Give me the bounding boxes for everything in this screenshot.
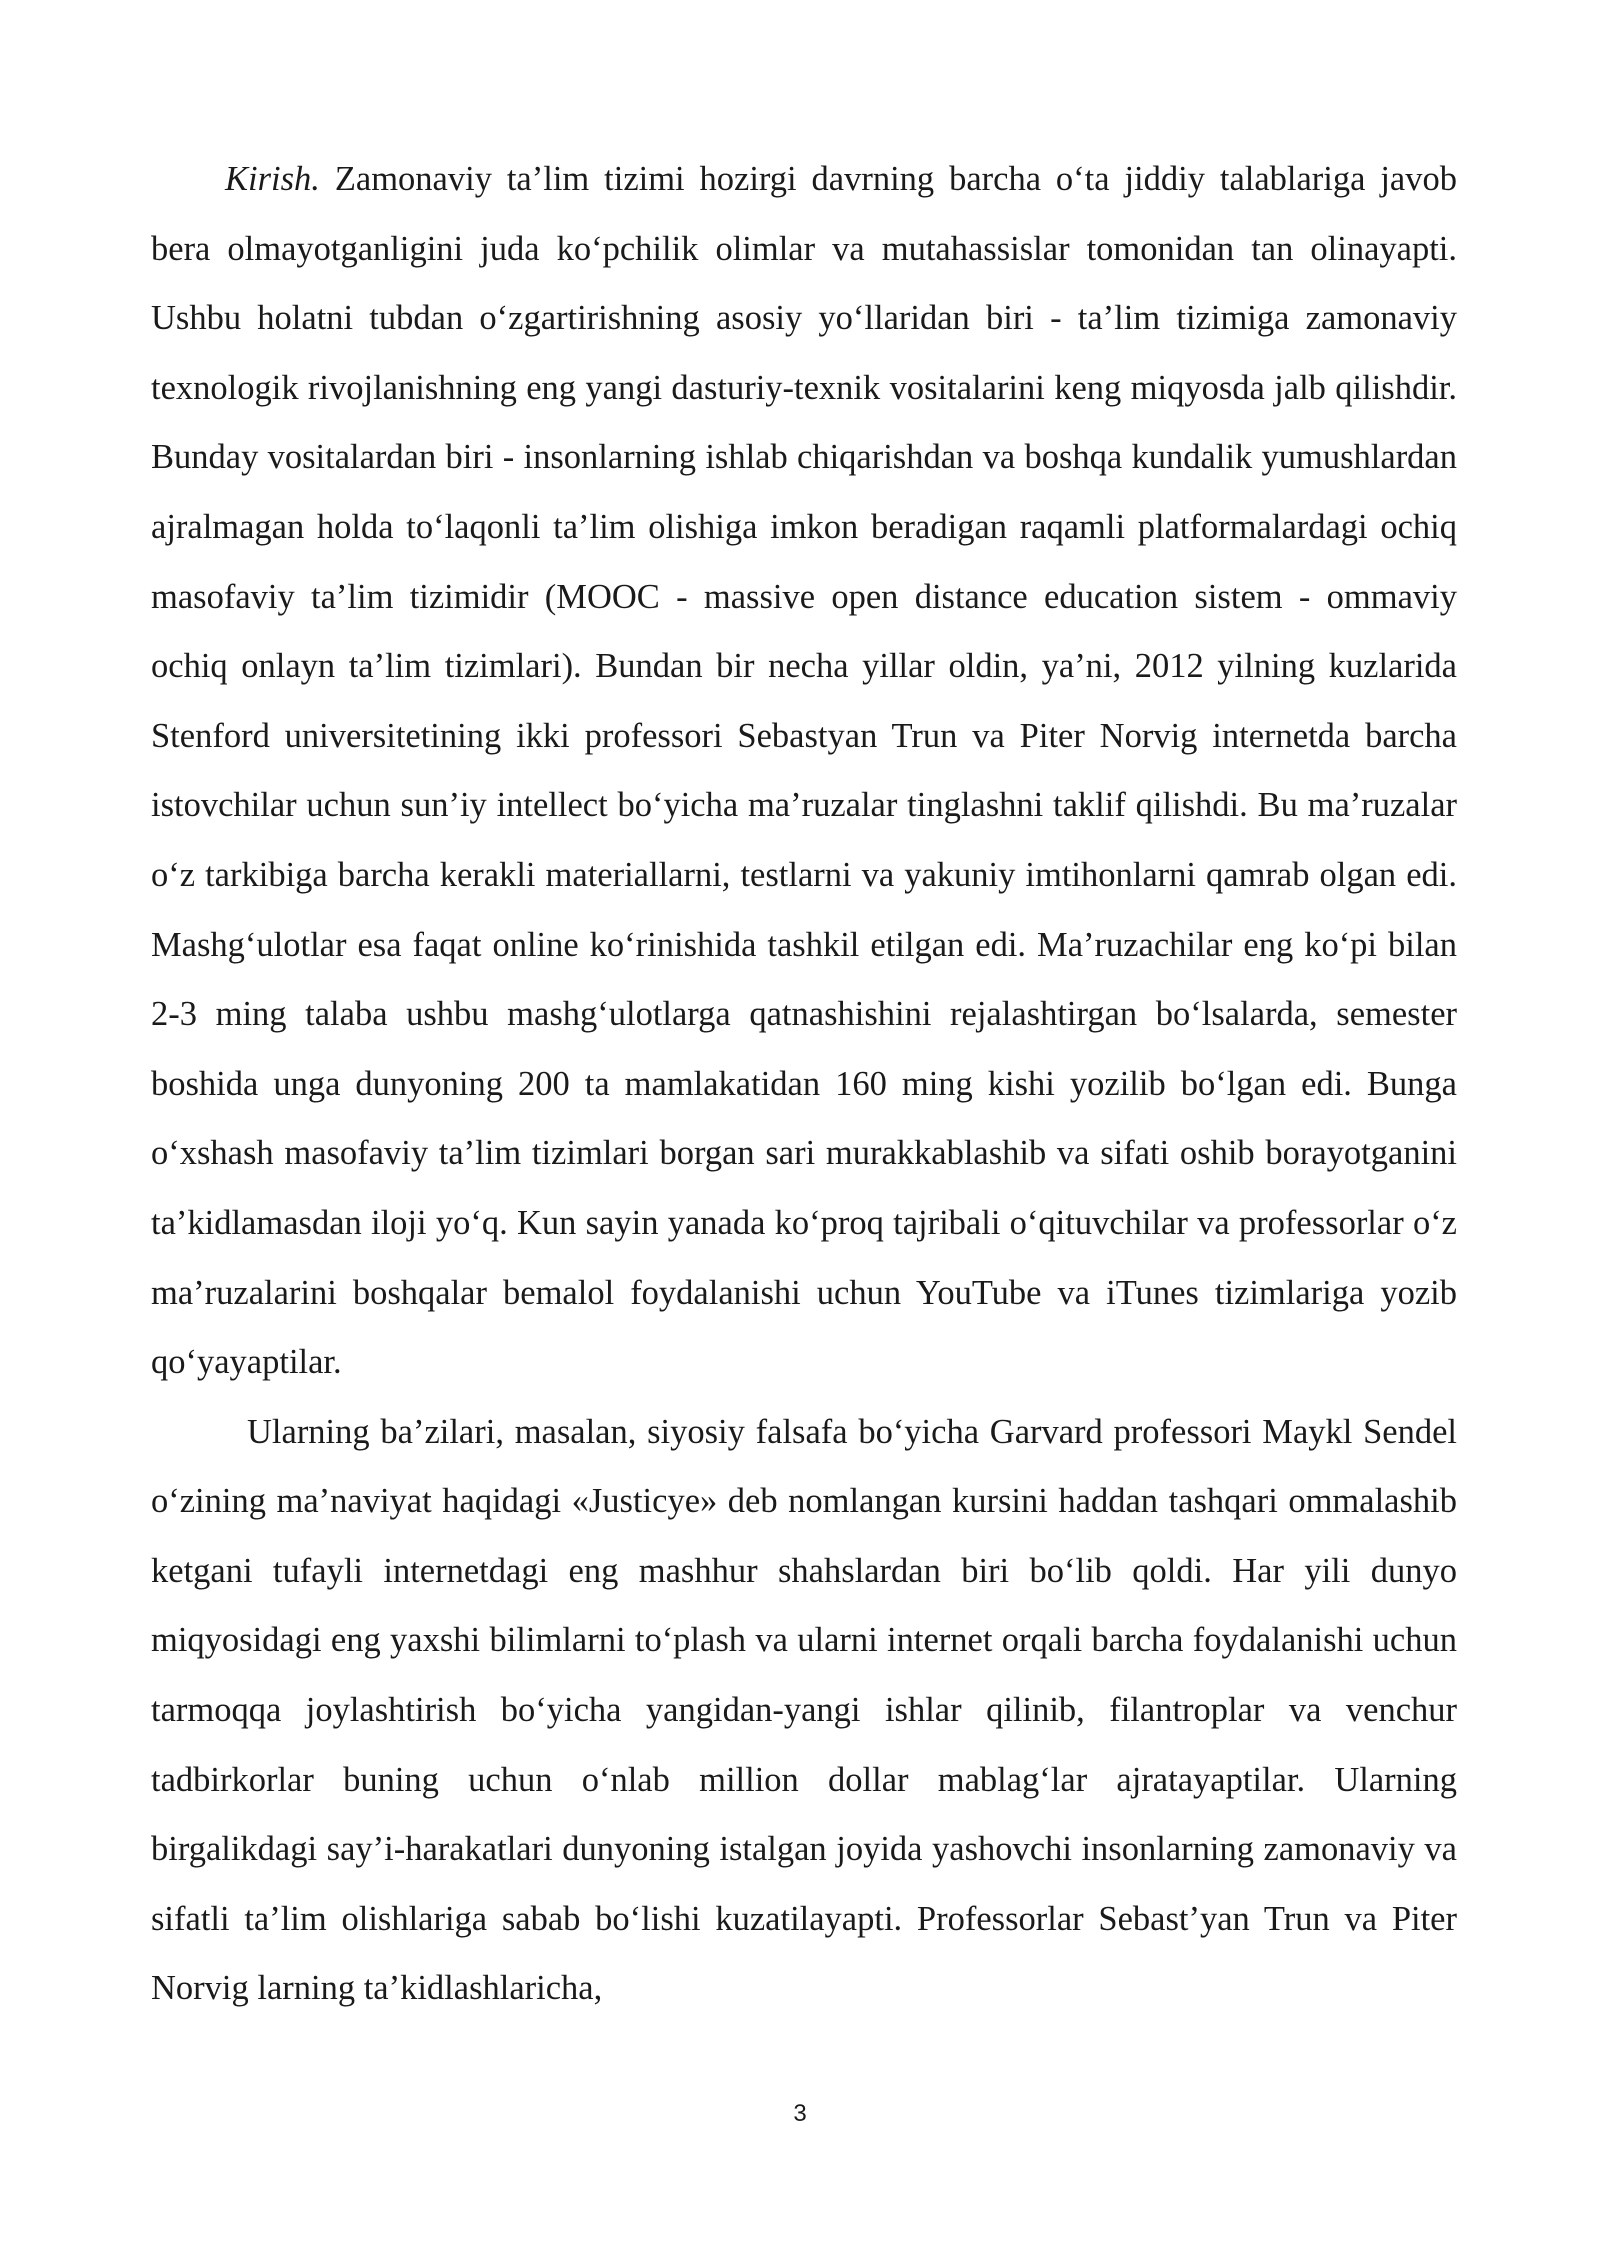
paragraph-introduction: [151, 145, 1457, 1398]
section-lead-in: Kirish.: [225, 160, 320, 198]
paragraph-body: [151, 1398, 1457, 2024]
page-number: 3: [793, 2100, 807, 2127]
paragraph-text: Ularning ba’zilari, masalan, siyosiy falsafa bo‘yicha Garvard professori Maykl Sendel o‘zining ma’naviyat haqidagi «Justicye» deb nomlangan kursini haddan tashqari ommalashib ketgani tufayli internetdagi eng mashhur shahslardan biri bo‘lib qoldi. Har yili dunyo miqyosidagi eng yaxshi bilimlarni to‘plash va ularni internet orqali barcha foydalanishi uchun tarmoqqa joylashtirish bo‘yicha yangidan-yangi ishlar qilinib, filantroplar va venchur tadbirkorlar buning uchun o‘nlab million dollar mablag‘lar ajratayaptilar. Ularning birgalikdagi say’i-harakatlari dunyoning istalgan joyida yashovchi insonlarning zamonaviy va sifatli ta’lim olishlariga sabab bo‘lishi kuzatilayapti. Professorlar Sebast’yan Trun va Piter Norvig larning ta’kidlashlaricha,: [151, 1412, 1457, 2008]
body-text: [151, 145, 1457, 2024]
paragraph-text: Zamonaviy ta’lim tizimi hozirgi davrning barcha o‘ta jiddiy talablariga javob bera olmayotganligini juda ko‘pchilik olimlar va mutahassislar tomonidan tan olinayapti. Ushbu holatni tubdan o‘zgartirishning asosiy yo‘llaridan biri - ta’lim tizimiga zamonaviy texnologik rivojlanishning eng yangi dasturiy-texnik vositalarini keng miqyosda jalb qilishdir. Bunday vositalardan biri - insonlarning ishlab chiqarishdan va boshqa kundalik yumushlardan ajralmagan holda to‘laqonli ta’lim olishiga imkon beradigan raqamli platformalardagi ochiq masofaviy ta’lim tizimidir (MOOC - massive open distance education sistem - ommaviy ochiq onlayn ta’lim tizimlari). Bundan bir necha yillar oldin, ya’ni, 2012 yilning kuzlarida Stenford universitetining ikki professori Sebastyan Trun va Piter Norvig internetda barcha istovchilar uchun sun’iy intellect bo‘yicha ma’ruzalar tinglashni taklif qilishdi. Bu ma’ruzalar o‘z tarkibiga barcha kerakli materiallarni, testlarni va yakuniy imtihonlarni qamrab olgan edi. Mashg‘ulotlar esa faqat online ko‘rinishida tashkil etilgan edi. Ma’ruzachilar eng ko‘pi bilan 2-3 ming talaba ushbu mashg‘ulotlarga qatnashishini rejalashtirgan bo‘lsalarda, semester boshida unga dunyoning 200 ta mamlakatidan 160 ming kishi yozilib bo‘lgan edi. Bunga o‘xshash masofaviy ta’lim tizimlari borgan sari murakkablashib va sifati oshib borayotganini ta’kidlamasdan iloji yo‘q. Kun sayin yanada ko‘proq tajribali o‘qituvchilar va professorlar o‘z ma’ruzalarini boshqalar bemalol foydalanishi uchun YouTube va iTunes tizimlariga yozib qo‘yayaptilar.: [151, 160, 1457, 1382]
